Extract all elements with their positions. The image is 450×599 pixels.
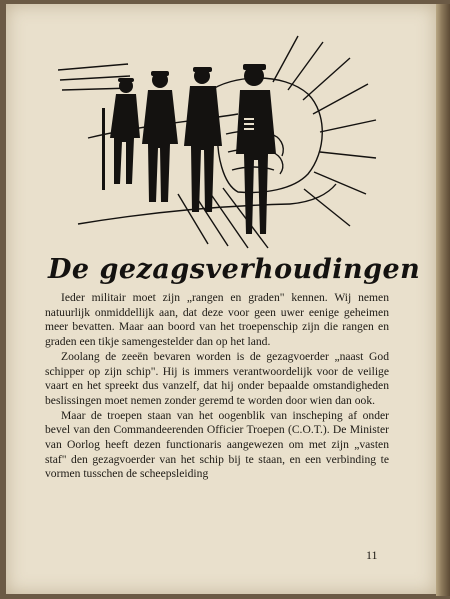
page-edge: [436, 4, 450, 596]
page-number: 11: [366, 548, 378, 562]
paragraph: Ieder militair moet zijn „rangen en graden" kennen. Wij nemen natuurlijk onmiddellijk aan, dat deze voor geen uwer eenige geheimen meer bevatten. Maar aan boord van het troepenschip zijn die rangen en graden een tikje samengestelder dan op het land.: [45, 291, 389, 349]
paragraph: Zoolang de zeeën bevaren worden is de gezagvoerder „naast God schipper op zijn schip". Hij is immers verantwoordelijk voor de veilige vaart en het spreekt dus vanzelf, dat hij onder bepaalde omstandigheden beslissingen moet nemen zonder geremd te worden door wien dan ook.: [45, 349, 389, 407]
paragraph: Maar de troepen staan van het oogenblik van inscheping af onder bevel van den Commandeerenden Officier Troepen (C.O.T.). De Minister van Oorlog heeft dezen functionaris aangewezen om met zijn „vasten staf" den gezagvoerder van het schip bij te staan, en een verbinding te vormen tusschen de scheepsleiding: [45, 408, 389, 481]
body-text: [45, 291, 389, 482]
page-heading: De gezagsverhoudingen: [48, 254, 421, 285]
soldiers-and-fist-illustration: [58, 34, 378, 254]
